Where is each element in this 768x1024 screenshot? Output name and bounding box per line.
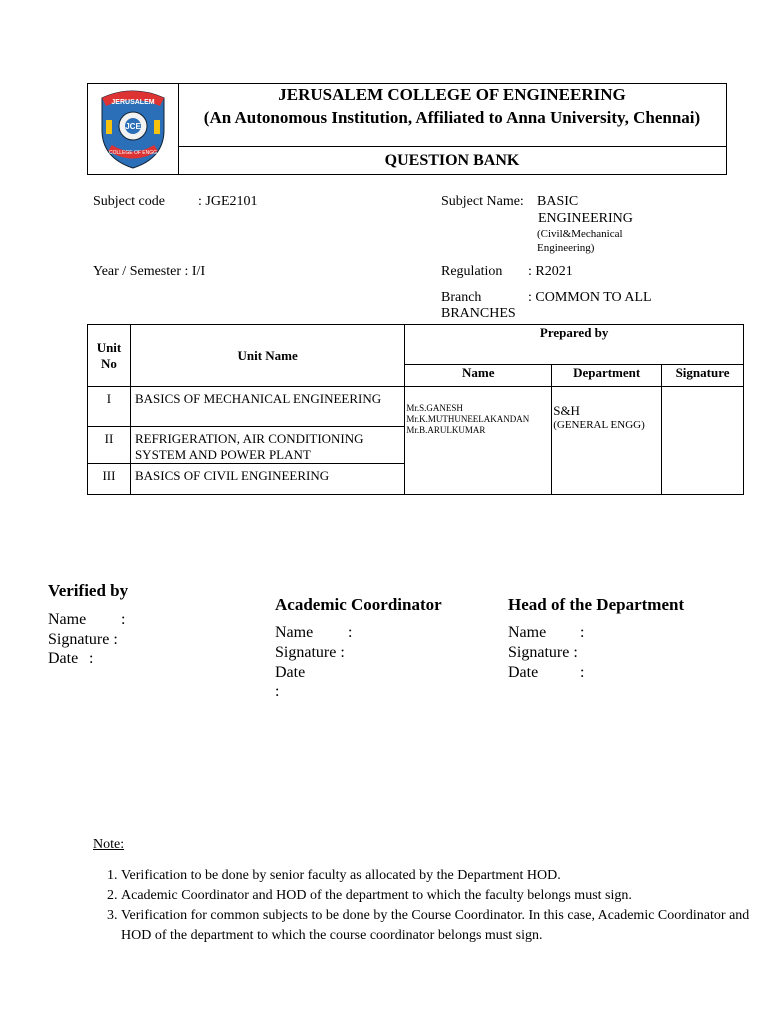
hod-heading: Head of the Department xyxy=(508,595,685,614)
unit-no: II xyxy=(88,427,131,464)
ac-date-colon: : xyxy=(275,683,280,700)
units-table xyxy=(87,324,744,495)
college-affiliation: (An Autonomous Institution, Affiliated to Anna University, Chennai) xyxy=(203,108,701,127)
logo-bottom-text: COLLEGE OF ENGG xyxy=(108,150,158,156)
subject-name-line1: BASIC xyxy=(537,194,579,209)
verified-by-heading: Verified by xyxy=(48,581,129,600)
hod-name-label: Name xyxy=(508,624,547,641)
ac-date-label: Date xyxy=(275,664,306,681)
subject-name-note1: (Civil&Mechanical xyxy=(537,228,623,240)
college-logo-icon xyxy=(88,84,178,174)
hod-date-colon: : xyxy=(580,664,585,681)
unit-name: REFRIGERATION, AIR CONDITIONING SYSTEM AND POWER PLANT xyxy=(130,427,404,464)
list-item: 2. Academic Coordinator and HOD of the department to which the faculty belongs must sign. xyxy=(121,886,761,906)
doc-title: QUESTION BANK xyxy=(384,152,520,169)
branch-label: Branch xyxy=(441,290,482,305)
signature-header: Signature xyxy=(662,365,744,387)
academic-coordinator-heading: Academic Coordinator xyxy=(275,595,442,614)
ac-signature-label: Signature : xyxy=(275,644,345,661)
logo-center-text: JCE xyxy=(125,122,141,131)
regulation-label: Regulation xyxy=(441,264,503,279)
department-value: S&H xyxy=(553,403,580,418)
list-item: 3. Verification for common subjects to be done by the Course Coordinator. In this case, Academic Coordinator and HOD of the department to which the course coordinator belongs must sign. xyxy=(121,906,761,946)
header-divider xyxy=(178,146,726,147)
ac-name-label: Name xyxy=(275,624,314,641)
preparer-name: Mr.K.MUTHUNEELAKANDAN xyxy=(406,414,530,424)
subject-name-line2: ENGINEERING xyxy=(538,211,633,226)
hod-name-colon: : xyxy=(580,624,585,641)
branch-value: : COMMON TO ALL xyxy=(528,290,652,305)
prepared-by-header: Prepared by xyxy=(405,325,744,365)
hod-date-label: Date xyxy=(508,664,539,681)
department-cell xyxy=(552,387,662,495)
regulation-value: : R2021 xyxy=(528,264,573,279)
unit-name: BASICS OF CIVIL ENGINEERING xyxy=(130,464,404,495)
hod-signature-label: Signature : xyxy=(508,644,578,661)
verifier-name-label: Name xyxy=(48,611,87,628)
college-name: JERUSALEM COLLEGE OF ENGINEERING xyxy=(278,85,626,104)
signature-cell xyxy=(662,387,744,495)
subject-name-label: Subject Name: xyxy=(441,194,524,209)
verifier-signature-label: Signature : xyxy=(48,631,118,648)
preparer-names xyxy=(405,387,552,495)
note-title: Note: xyxy=(93,837,125,852)
year-semester: Year / Semester : I/I xyxy=(93,264,206,279)
unit-no: III xyxy=(88,464,131,495)
logo-top-text: JERUSALEM xyxy=(111,99,155,106)
header-box xyxy=(87,83,727,175)
subject-code-value: : JGE2101 xyxy=(198,194,258,209)
subject-name-note2: Engineering) xyxy=(537,242,595,254)
name-header: Name xyxy=(405,365,552,387)
preparer-name: Mr.S.GANESH xyxy=(406,403,463,413)
unit-name-header: Unit Name xyxy=(130,325,404,387)
department-header: Department xyxy=(552,365,662,387)
subject-code-label: Subject code xyxy=(93,194,165,209)
verifier-date-colon: : xyxy=(89,650,94,667)
verifier-date-label: Date xyxy=(48,650,79,667)
verifier-name-colon: : xyxy=(121,611,126,628)
preparer-name: Mr.B.ARULKUMAR xyxy=(406,425,486,435)
ac-name-colon: : xyxy=(348,624,353,641)
unit-name: BASICS OF MECHANICAL ENGINEERING xyxy=(130,387,404,427)
branch-value-cont: BRANCHES xyxy=(441,306,516,321)
department-sub: (GENERAL ENGG) xyxy=(553,419,645,431)
table-row xyxy=(88,387,744,427)
notes-list xyxy=(93,866,761,946)
list-item: 1. Verification to be done by senior faculty as allocated by the Department HOD. xyxy=(121,866,761,886)
unit-no-header: Unit No xyxy=(88,325,131,387)
unit-no: I xyxy=(88,387,131,427)
college-logo-cell xyxy=(88,84,179,174)
